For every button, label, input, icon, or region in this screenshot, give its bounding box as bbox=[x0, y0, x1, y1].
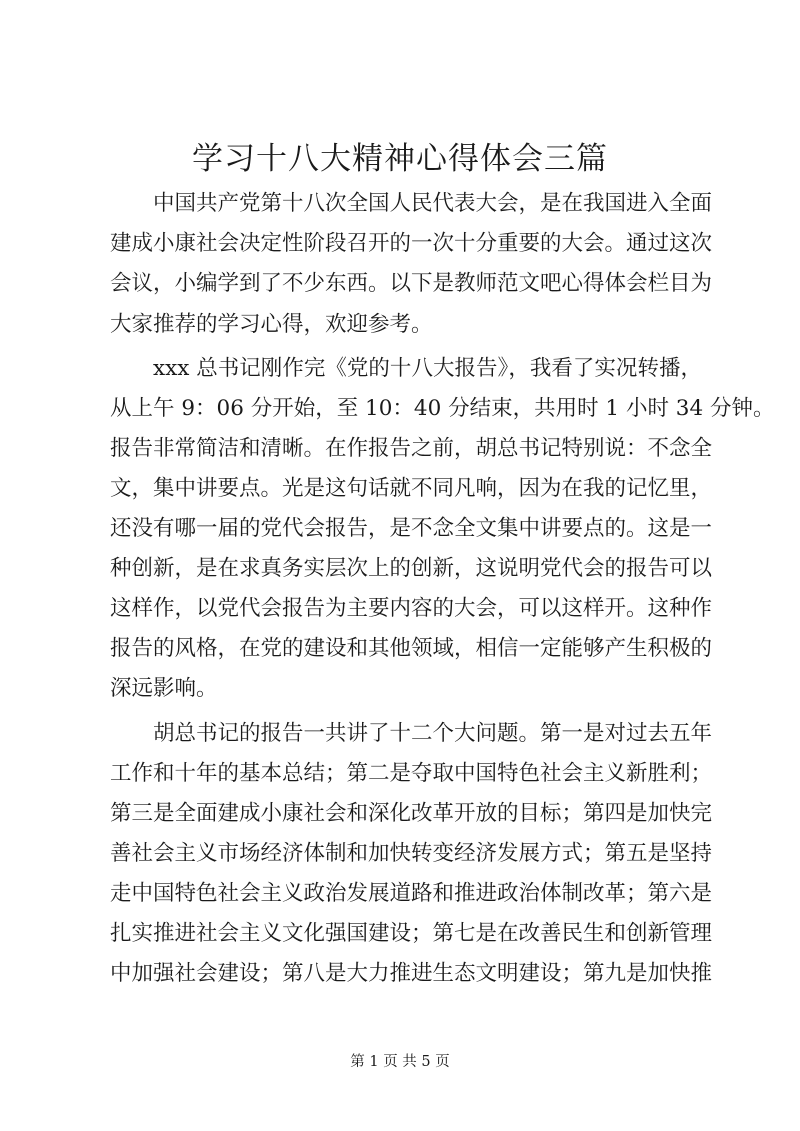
body-line: 还没有哪一届的党代会报告，是不念全文集中讲要点的。这是一 bbox=[110, 516, 713, 541]
body-line: 中国共产党第十八次全国人民代表大会，是在我国进入全面 bbox=[153, 191, 713, 216]
body-line: 报告非常简洁和清晰。在作报告之前，胡总书记特别说：不念全 bbox=[110, 436, 713, 461]
document-title: 学习十八大精神心得体会三篇 bbox=[192, 141, 608, 177]
body-line: 胡总书记的报告一共讲了十二个大问题。第一是对过去五年 bbox=[153, 721, 713, 746]
body-line: 会议，小编学到了不少东西。以下是教师范文吧心得体会栏目为 bbox=[110, 271, 713, 296]
body-line: 从上午 9：06 分开始，至 10：40 分结束，共用时 1 小时 34 分钟。 bbox=[110, 396, 775, 421]
body-line: 大家推荐的学习心得，欢迎参考。 bbox=[110, 312, 433, 337]
body-line: 文，集中讲要点。光是这句话就不同凡响，因为在我的记忆里， bbox=[110, 476, 713, 501]
body-line: 深远影响。 bbox=[110, 676, 218, 701]
body-line: 中加强社会建设；第八是大力推进生态文明建设；第九是加快推 bbox=[110, 961, 713, 986]
body-line: 走中国特色社会主义政治发展道路和推进政治体制改革；第六是 bbox=[110, 881, 713, 906]
body-line: 建成小康社会决定性阶段召开的一次十分重要的大会。通过这次 bbox=[110, 231, 713, 256]
body-line: 这样作，以党代会报告为主要内容的大会，可以这样开。这种作 bbox=[110, 596, 713, 621]
body-line: 第三是全面建成小康社会和深化改革开放的目标；第四是加快完 bbox=[110, 801, 713, 826]
body-line: 扎实推进社会主义文化强国建设；第七是在改善民生和创新管理 bbox=[110, 921, 713, 946]
body-line: 工作和十年的基本总结；第二是夺取中国特色社会主义新胜利； bbox=[110, 761, 713, 786]
body-line: xxx 总书记刚作完《党的十八大报告》，我看了实况转播， bbox=[153, 356, 702, 381]
body-line: 报告的风格，在党的建设和其他领域，相信一定能够产生积极的 bbox=[110, 636, 713, 661]
body-line: 善社会主义市场经济体制和加快转变经济发展方式；第五是坚持 bbox=[110, 841, 713, 866]
body-line: 种创新，是在求真务实层次上的创新，这说明党代会的报告可以 bbox=[110, 556, 713, 581]
page-footer: 第 1 页 共 5 页 bbox=[350, 1054, 450, 1070]
